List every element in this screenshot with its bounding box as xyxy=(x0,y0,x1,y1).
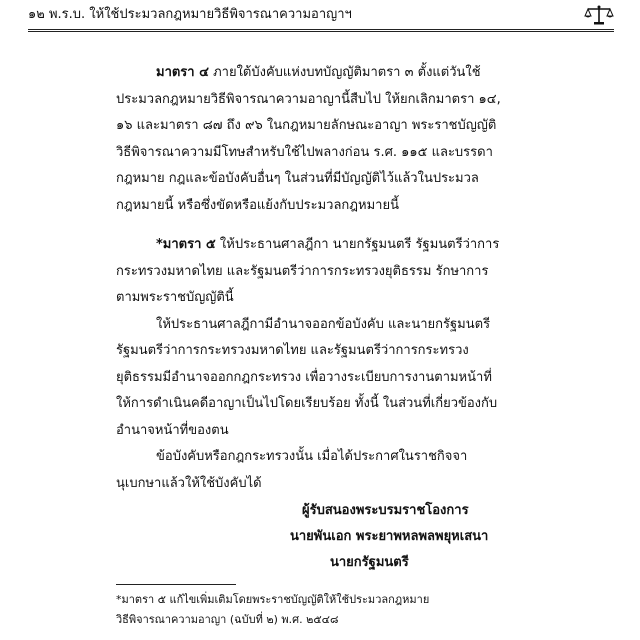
scales-of-justice-icon xyxy=(584,4,614,26)
header-title: ๑๒ พ.ร.บ. ให้ใช้ประมวลกฎหมายวิธีพิจารณาความอาญาฯ xyxy=(28,7,352,22)
signature-countersign: ผู้รับสนองพระบรมราชโองการ xyxy=(302,503,469,518)
section-4-line-4: วิธีพิจารณาความมีโทษสำหรับใช้ไปพลางก่อน ร.ศ. ๑๑๕ และบรรดา xyxy=(116,144,493,160)
section-4 xyxy=(116,60,536,219)
section-4-line-5: กฎหมาย กฎและข้อบังคับอื่นๆ ในส่วนที่มีบัญญัติไว้แล้วในประมวล xyxy=(116,171,479,186)
section-4-line-6: กฎหมายนี้ หรือซึ่งขัดหรือแย้งกับประมวลกฎหมายนี้ xyxy=(116,197,399,213)
section-4-label: มาตรา ๔ xyxy=(156,65,209,80)
section-5-para2-line-1: ให้ประธานศาลฎีกามีอำนาจออกข้อบังคับ และนายกรัฐมนตรี xyxy=(156,316,491,332)
section-5-para2-line-3: ยุติธรรมมีอำนาจออกกฎกระทรวง เพื่อวางระเบียบการงานตามหน้าที่ xyxy=(116,369,492,385)
footnote-line-2: วิธีพิจารณาความอาญา (ฉบับที่ ๒) พ.ศ. ๒๕๔๘ xyxy=(116,613,339,626)
section-5-line-2: กระทรวงมหาดไทย และรัฐมนตรีว่าการกระทรวงยุติธรรม รักษาการ xyxy=(116,263,489,279)
section-5-para3-line-1: ข้อบังคับหรือกฎกระทรวงนั้น เมื่อได้ประกาศในราชกิจจา xyxy=(156,449,468,464)
section-5-para2-line-5: อำนาจหน้าที่ของตน xyxy=(116,422,229,438)
header-divider xyxy=(28,29,614,32)
footnote-line-1: *มาตรา ๕ แก้ไขเพิ่มเติมโดยพระราชบัญญัติให้ใช้ประมวลกฎหมาย xyxy=(116,593,430,606)
section-5-label: *มาตรา ๕ xyxy=(156,237,216,252)
section-5-para2-line-4: ให้การดำเนินคดีอาญาเป็นไปโดยเรียบร้อย ทั้งนี้ ในส่วนที่เกี่ยวข้องกับ xyxy=(116,396,498,411)
footnote xyxy=(116,590,536,630)
section-4-line-1: มาตรา ๔ ภายใต้บังคับแห่งบทบัญญัติมาตรา ๓ ตั้งแต่วันใช้ xyxy=(156,65,481,80)
section-5 xyxy=(116,232,536,497)
section-5-para3-line-2: นุเบกษาแล้วให้ใช้บังคับได้ xyxy=(116,475,262,491)
section-4-line-2: ประมวลกฎหมายวิธีพิจารณาความอาญานี้สืบไป ให้ยกเลิกมาตรา ๑๔, xyxy=(116,91,501,107)
section-4-line-3: ๑๖ และมาตรา ๘๗ ถึง ๙๖ ในกฎหมายลักษณะอาญา พระราชบัญญัติ xyxy=(116,118,497,133)
page-header xyxy=(28,4,614,28)
section-5-line-3: ตามพระราชบัญญัตินี้ xyxy=(116,290,234,305)
section-5-line-1: *มาตรา ๕ ให้ประธานศาลฎีกา นายกรัฐมนตรี รัฐมนตรีว่าการ xyxy=(156,237,500,252)
footnote-divider xyxy=(116,584,236,585)
signature-name: นายพันเอก พระยาพหลพลพยุหเสนา xyxy=(290,529,489,544)
signature-title: นายกรัฐมนตรี xyxy=(330,555,409,570)
section-5-para2-line-2: รัฐมนตรีว่าการกระทรวงมหาดไทย และรัฐมนตรีว่าการกระทรวง xyxy=(116,343,469,358)
